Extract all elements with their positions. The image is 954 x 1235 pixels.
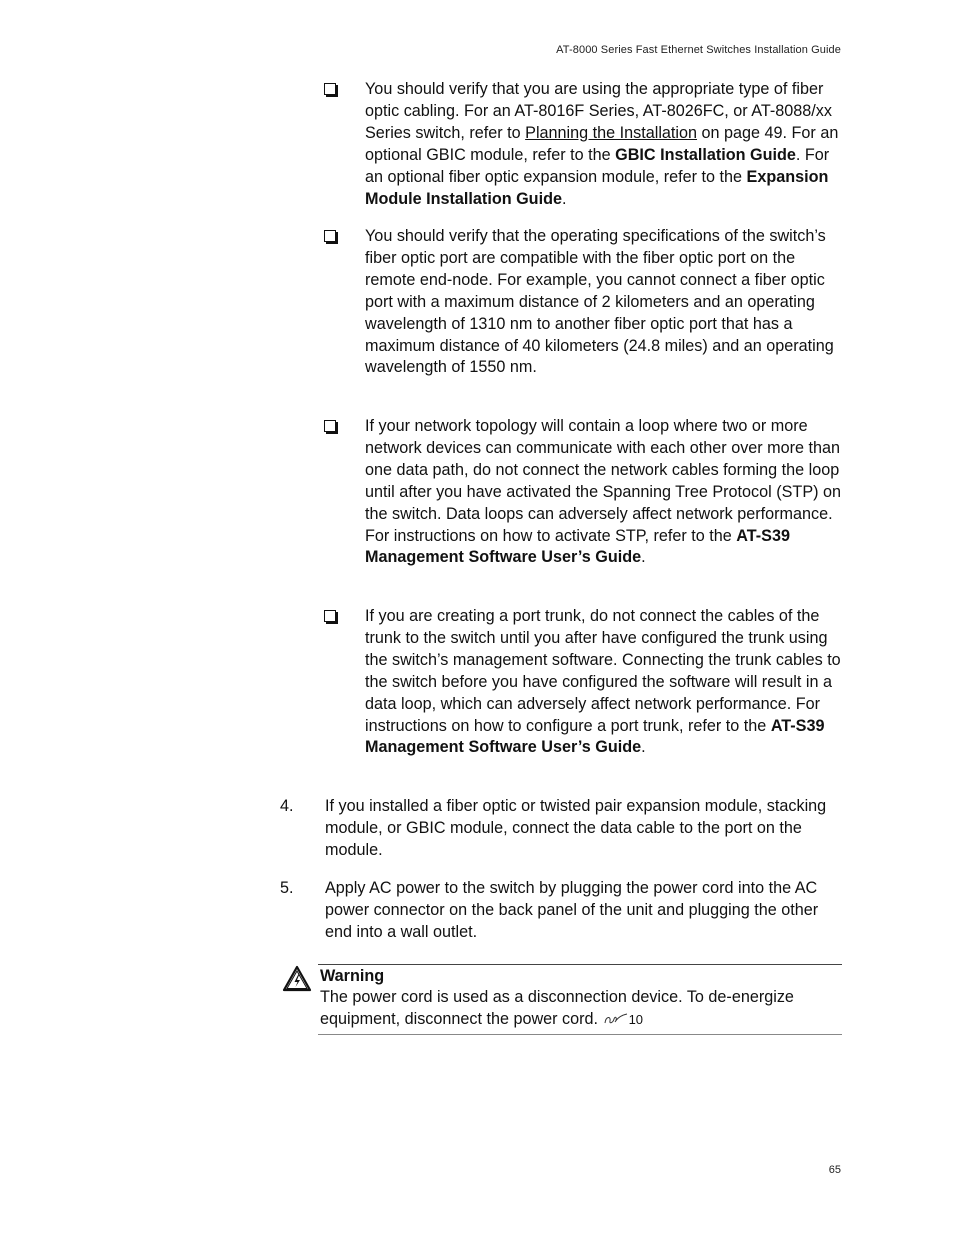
- step-number: 5.: [280, 879, 294, 897]
- warning-top-rule: [318, 964, 842, 965]
- page-number: 65: [828, 1164, 841, 1176]
- running-header: AT-8000 Series Fast Ethernet Switches Installation Guide: [556, 44, 841, 56]
- numbered-step: [280, 878, 844, 944]
- expansion-guide-ref: Expansion Module Installation Guide: [365, 167, 829, 208]
- checkbox-icon: [324, 83, 336, 95]
- warning-title: Warning: [320, 967, 385, 985]
- planning-installation-link[interactable]: Planning the Installation: [525, 123, 698, 142]
- checkbox-icon: [324, 420, 336, 432]
- software-guide-ref: AT-S39 Management Software User’s Guide: [365, 526, 790, 567]
- checklist-item: [324, 416, 844, 569]
- numbered-step: [280, 796, 844, 862]
- checklist-item-text: If your network topology will contain a loop where two or more network devices can communicate with each other over more than one data path, do not connect the network cables forming the loop until after you have activated the Spanning Tree Protocol (STP) on the switch. Data loops can adversely affect network performance. For instructions on how to activate STP, refer to the AT-S39 Management Software User’s Guide.: [365, 417, 842, 567]
- step-number: 4.: [280, 797, 294, 815]
- warning-ref-number: 10: [628, 1011, 644, 1027]
- translation-reference-icon: [603, 1013, 629, 1025]
- checkbox-icon: [324, 230, 336, 242]
- step-text: If you installed a fiber optic or twisted pair expansion module, stacking module, or GBIC module, connect the data cable to the port on the module.: [325, 797, 827, 859]
- checklist-item-text: You should verify that the operating specifications of the switch’s fiber optic port are compatible with the fiber optic port on the remote end-node. For example, you cannot connect a fiber optic port with a maximum distance of 2 kilometers and an operating wavelength of 1310 nm to another fiber optic port that has a maximum distance of 40 kilometers (24.8 miles) and an operating wavelength of 1550 nm.: [365, 227, 834, 377]
- step-text: Apply AC power to the switch by plugging the power cord into the AC power connector on the back panel of the unit and plugging the other end into a wall outlet.: [325, 879, 819, 941]
- gbic-guide-ref: GBIC Installation Guide: [615, 145, 796, 164]
- checkbox-icon: [324, 610, 336, 622]
- checklist-item: [324, 79, 844, 210]
- warning-text: The power cord is used as a disconnection device. To de-energize equipment, disconnect the power cord. 10: [320, 988, 794, 1028]
- checklist-item-text: You should verify that you are using the appropriate type of fiber optic cabling. For an AT-8016F Series, AT-8026FC, or AT-8088/xx Series switch, refer to Planning the Installation on page 49. For an optional GBIC module, refer to the GBIC Installation Guide. For an optional fiber optic expansion module, refer to the Expansion Module Installation Guide.: [365, 80, 839, 208]
- warning-bottom-rule: [318, 1034, 842, 1035]
- checklist-item: [324, 606, 844, 759]
- checklist-item-text: If you are creating a port trunk, do not connect the cables of the trunk to the switch until you after have configured the trunk using the switch’s management software. Connecting the trunk cables to the switch before you have configured the software will result in a data loop, which can adversely affect network performance. For instructions on how to configure a port trunk, refer to the AT-S39 Management Software User’s Guide.: [365, 607, 841, 757]
- software-guide-ref: AT-S39 Management Software User’s Guide: [365, 716, 825, 757]
- checklist-item: [324, 226, 844, 379]
- warning-triangle-icon: [282, 965, 312, 992]
